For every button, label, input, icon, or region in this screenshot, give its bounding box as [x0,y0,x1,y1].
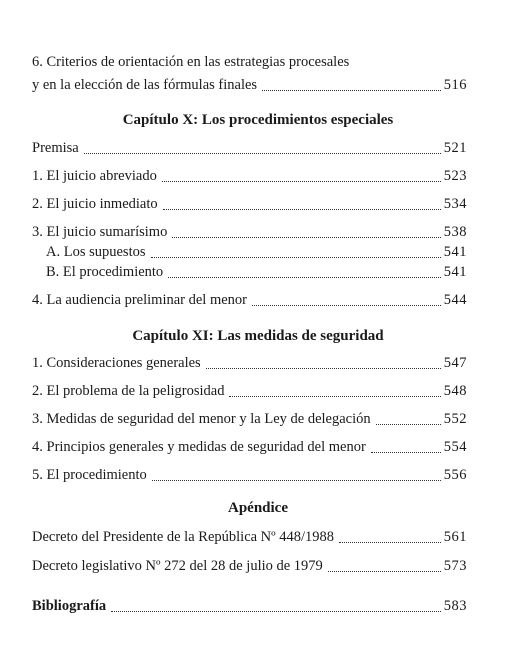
entry-page: 516 [443,77,467,93]
toc-entry [32,52,467,72]
toc-subentry [46,242,467,262]
entry-label: 2. El problema de la peligrosidad [32,383,225,399]
toc-entry [32,556,467,576]
chapter-heading: Capítulo X: Los procedimientos especiales [122,112,394,128]
entry-label: 1. Consideraciones generales [32,355,201,371]
entry-page: 554 [443,439,467,455]
entry-page: 547 [443,355,467,371]
dot-leader [339,542,441,543]
entry-label: 1. El juicio abreviado [32,168,157,184]
appendix-heading: Apéndice [228,500,288,516]
entry-page: 538 [443,224,467,240]
entry-label: Premisa [32,140,79,156]
toc-entry [32,409,467,429]
entry-label: 2. El juicio inmediato [32,196,158,212]
dot-leader [328,571,441,572]
toc-entry [32,290,467,310]
chapter-heading: Capítulo XI: Las medidas de seguridad [132,328,384,344]
entry-label: B. El procedimiento [46,264,164,280]
dot-leader [262,90,441,91]
entry-page: 583 [443,598,467,614]
entry-label: A. Los supuestos [46,244,146,260]
entry-page: 548 [443,383,467,399]
entry-page: 534 [443,196,467,212]
toc-entry [32,381,467,401]
dot-leader [151,257,441,258]
entry-label: Decreto legislativo Nº 272 del 28 de julio de 1979 [32,558,323,574]
dot-leader [229,396,440,397]
toc-subentry [46,262,467,282]
toc-entry [32,437,467,457]
entry-label: y en la elección de las fórmulas finales [32,77,258,93]
entry-page: 544 [443,292,467,308]
dot-leader [163,209,441,210]
dot-leader [252,305,441,306]
toc-entry [32,75,467,95]
dot-leader [84,153,441,154]
entry-page: 573 [443,558,467,574]
entry-page: 523 [443,168,467,184]
toc-entry [32,596,467,616]
dot-leader [111,611,441,612]
entry-label: 5. El procedimiento [32,467,147,483]
entry-label: 4. La audiencia preliminar del menor [32,292,247,308]
toc-entry [32,527,467,547]
entry-page: 521 [443,140,467,156]
dot-leader [206,368,441,369]
toc-entry [32,194,467,214]
toc-entry [32,138,467,158]
toc-entry [32,465,467,485]
entry-label: 4. Principios generales y medidas de seguridad del menor [32,439,366,455]
dot-leader [172,237,440,238]
entry-page: 552 [443,411,467,427]
entry-page: 556 [443,467,467,483]
entry-label: 3. El juicio sumarísimo [32,224,168,240]
entry-label: 3. Medidas de seguridad del menor y la Ley de delegación [32,411,371,427]
entry-label: Decreto del Presidente de la República Nº 448/1988 [32,529,335,545]
dot-leader [152,480,441,481]
entry-page: 541 [443,264,467,280]
entry-page: 541 [443,244,467,260]
entry-page: 561 [443,529,467,545]
dot-leader [168,277,441,278]
dot-leader [162,181,441,182]
entry-label: 6. Criterios de orientación en las estrategias procesales [32,54,350,70]
toc-entry [32,353,467,373]
dot-leader [371,452,441,453]
entry-label: Bibliografía [32,598,107,614]
dot-leader [376,424,441,425]
toc-entry [32,222,467,242]
toc-entry [32,166,467,186]
